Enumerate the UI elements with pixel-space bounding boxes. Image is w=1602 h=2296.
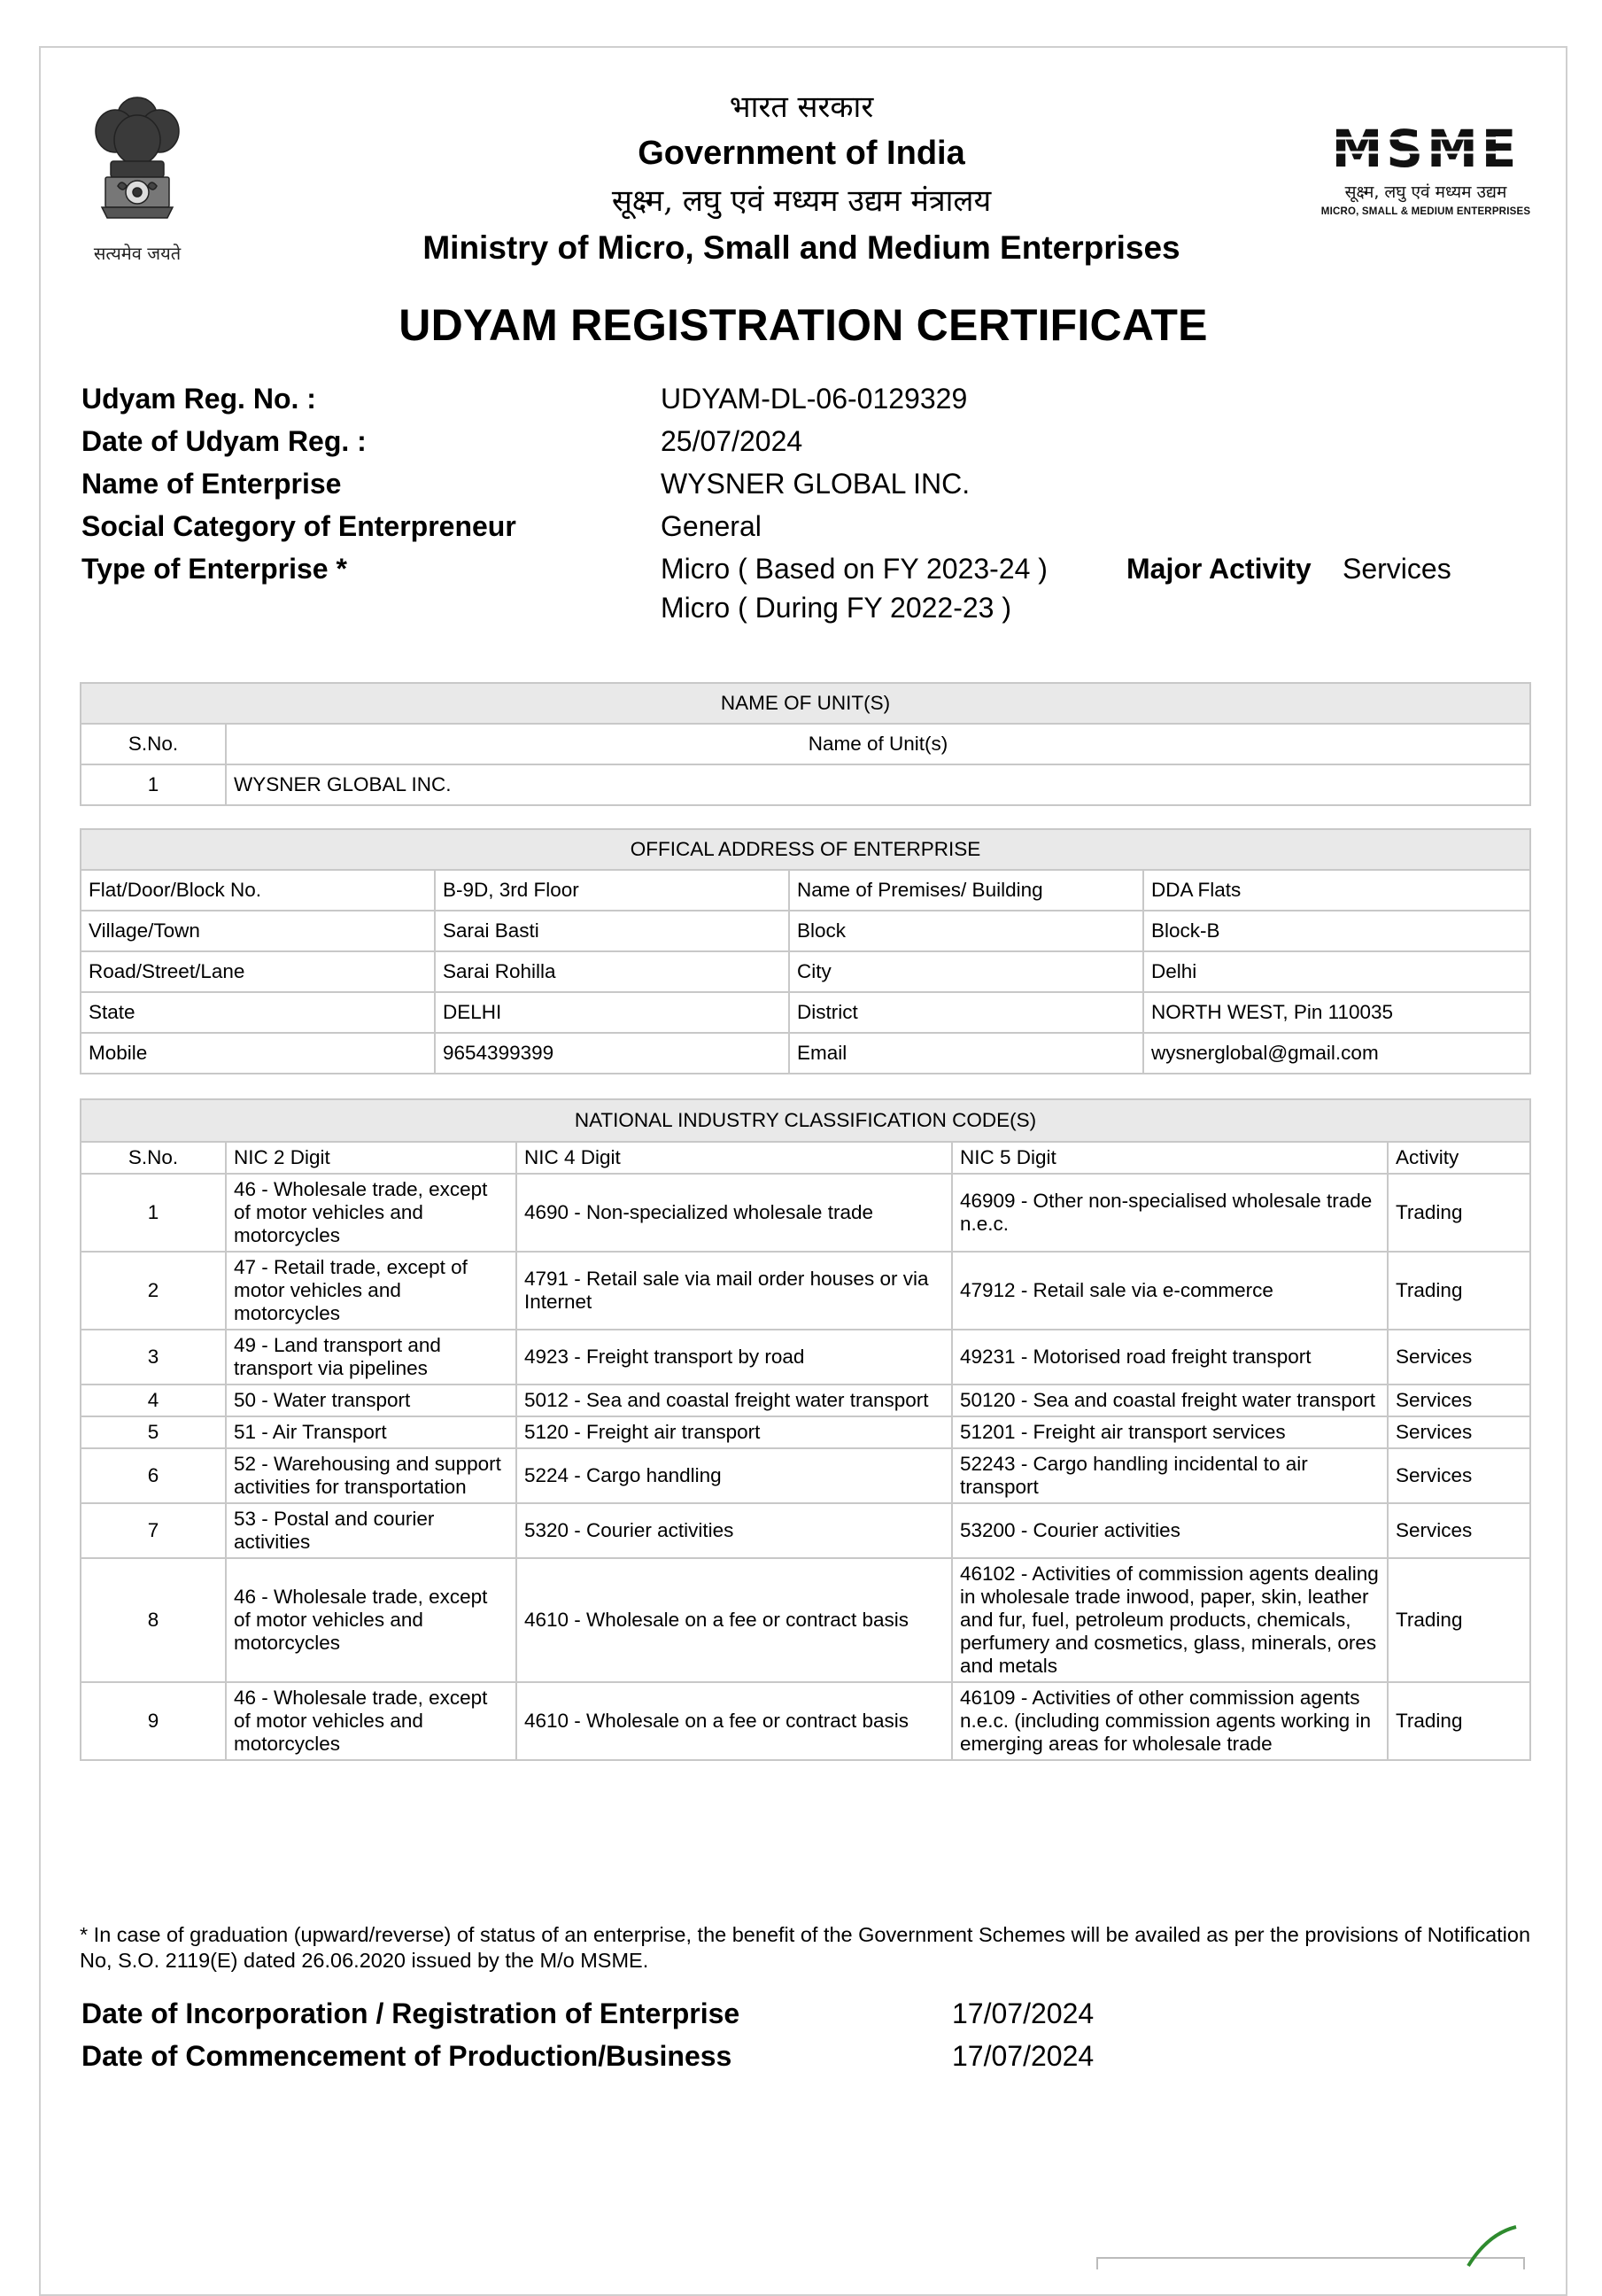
nic-cell: 4610 - Wholesale on a fee or contract basis: [516, 1682, 952, 1760]
address-table-title: OFFICAL ADDRESS OF ENTERPRISE: [81, 829, 1530, 870]
detail-row-reg-date: [81, 425, 1543, 468]
detail-row-type: [81, 553, 1543, 638]
table-row: [81, 1682, 1530, 1760]
address-cell: DDA Flats: [1143, 870, 1530, 911]
date-row-commencement: [81, 2040, 1543, 2083]
ministry-english: Ministry of Micro, Small and Medium Enterprises: [422, 229, 1180, 266]
table-row: [81, 1385, 1530, 1416]
certificate-title: UDYAM REGISTRATION CERTIFICATE: [399, 300, 1208, 350]
nic-table: [80, 1098, 1531, 1761]
msme-logo-hindi: सूक्ष्म, लघु एवं मध्यम उद्यम: [1344, 182, 1507, 202]
nic-cell: Trading: [1388, 1174, 1530, 1252]
enterprise-dates: [81, 1997, 1543, 2083]
address-cell: Village/Town: [81, 911, 435, 951]
nic-cell: 4923 - Freight transport by road: [516, 1330, 952, 1385]
msme-logo-mark: [1320, 124, 1532, 170]
national-emblem: [75, 89, 199, 266]
address-cell: State: [81, 992, 435, 1033]
nic-header-activity: Activity: [1388, 1142, 1530, 1174]
nic-cell: 8: [81, 1558, 226, 1682]
address-cell: B-9D, 3rd Floor: [435, 870, 789, 911]
nic-header-2digit: NIC 2 Digit: [226, 1142, 516, 1174]
table-row: [81, 764, 1530, 805]
enterprise-type-value-1: Micro ( Based on FY 2023-24 ): [661, 553, 1048, 585]
detail-row-reg-no: [81, 383, 1543, 425]
nic-table-title: NATIONAL INDUSTRY CLASSIFICATION CODE(S): [81, 1099, 1530, 1142]
nic-cell: 7: [81, 1503, 226, 1558]
table-row: [81, 1033, 1530, 1074]
nic-cell: 46 - Wholesale trade, except of motor vehicles and motorcycles: [226, 1682, 516, 1760]
table-row: [81, 1252, 1530, 1330]
social-category-value: General: [661, 510, 762, 542]
nic-cell: 52243 - Cargo handling incidental to air transport: [952, 1448, 1388, 1503]
date-row-incorporation: [81, 1997, 1543, 2040]
table-row: [81, 1503, 1530, 1558]
nic-cell: Services: [1388, 1416, 1530, 1448]
incorporation-date-value: 17/07/2024: [952, 1997, 1095, 2029]
nic-cell: 3: [81, 1330, 226, 1385]
nic-cell: 46102 - Activities of commission agents dealing in wholesale trade inwood, paper, skin, leather and fur, fuel, petroleum products, chemicals, perfumery and cosmetics, glass, minerals, ores and metals: [952, 1558, 1388, 1682]
nic-cell: 5120 - Freight air transport: [516, 1416, 952, 1448]
address-cell: Delhi: [1143, 951, 1530, 992]
incorporation-date-label: Date of Incorporation / Registration of Enterprise: [81, 1997, 740, 2029]
address-table: [80, 828, 1531, 1074]
units-header-sno: S.No.: [81, 724, 226, 764]
address-cell: Email: [789, 1033, 1143, 1074]
nic-cell: 49 - Land transport and transport via pipelines: [226, 1330, 516, 1385]
nic-cell: 5: [81, 1416, 226, 1448]
nic-cell: 46909 - Other non-specialised wholesale trade n.e.c.: [952, 1174, 1388, 1252]
nic-cell: 50 - Water transport: [226, 1385, 516, 1416]
ministry-hindi: सूक्ष्म, लघु एवं मध्यम उद्यम मंत्रालय: [611, 183, 992, 219]
nic-cell: 4791 - Retail sale via mail order houses or via Internet: [516, 1252, 952, 1330]
nic-cell: Services: [1388, 1503, 1530, 1558]
nic-cell: 2: [81, 1252, 226, 1330]
nic-cell: Services: [1388, 1330, 1530, 1385]
address-cell: Sarai Rohilla: [435, 951, 789, 992]
enterprise-type-value-2: Micro ( During FY 2022-23 ): [661, 592, 1011, 624]
nic-cell: 49231 - Motorised road freight transport: [952, 1330, 1388, 1385]
table-row: [81, 870, 1530, 911]
reg-date-value: 25/07/2024: [661, 425, 803, 457]
nic-cell: 5224 - Cargo handling: [516, 1448, 952, 1503]
nic-cell: 4: [81, 1385, 226, 1416]
graduation-footnote: * In case of graduation (upward/reverse) of status of an enterprise, the benefit of the Government Schemes will be availed as per the provisions of Notification No, S.O. 2119(E) dated 26.06.2020 issued by the M/o MSME.: [80, 1923, 1531, 1972]
detail-row-name: [81, 468, 1543, 510]
address-cell: Road/Street/Lane: [81, 951, 435, 992]
nic-cell: 9: [81, 1682, 226, 1760]
govt-hindi: भारत सरकार: [729, 89, 874, 125]
msme-logo-english: MICRO, SMALL & MEDIUM ENTERPRISES: [1320, 206, 1531, 217]
nic-header-sno: S.No.: [81, 1142, 226, 1174]
nic-cell: 4690 - Non-specialized wholesale trade: [516, 1174, 952, 1252]
emblem-motto: सत्यमेव जयते: [93, 243, 182, 264]
nic-cell: 53200 - Courier activities: [952, 1503, 1388, 1558]
nic-header-4digit: NIC 4 Digit: [516, 1142, 952, 1174]
nic-cell: 51 - Air Transport: [226, 1416, 516, 1448]
nic-cell: 47 - Retail trade, except of motor vehicles and motorcycles: [226, 1252, 516, 1330]
nic-cell: 46 - Wholesale trade, except of motor vehicles and motorcycles: [226, 1558, 516, 1682]
units-cell: WYSNER GLOBAL INC.: [226, 764, 1530, 805]
nic-cell: 5012 - Sea and coastal freight water transport: [516, 1385, 952, 1416]
nic-cell: 5320 - Courier activities: [516, 1503, 952, 1558]
units-cell: 1: [81, 764, 226, 805]
table-row: [81, 1174, 1530, 1252]
verified-check-icon: [1461, 2223, 1523, 2268]
nic-cell: 47912 - Retail sale via e-commerce: [952, 1252, 1388, 1330]
table-row: [81, 951, 1530, 992]
commencement-date-value: 17/07/2024: [952, 2040, 1095, 2072]
nic-cell: 50120 - Sea and coastal freight water transport: [952, 1385, 1388, 1416]
nic-cell: Trading: [1388, 1682, 1530, 1760]
msme-logo: [1320, 124, 1532, 230]
nic-cell: 52 - Warehousing and support activities for transportation: [226, 1448, 516, 1503]
address-cell: DELHI: [435, 992, 789, 1033]
nic-cell: 1: [81, 1174, 226, 1252]
commencement-date-label: Date of Commencement of Production/Business: [81, 2040, 732, 2072]
nic-cell: 51201 - Freight air transport services: [952, 1416, 1388, 1448]
major-activity-label: Major Activity: [1126, 553, 1312, 585]
reg-no-value: UDYAM-DL-06-0129329: [661, 383, 968, 415]
detail-row-social: [81, 510, 1543, 553]
msme-logo-text: MSME: [1331, 124, 1521, 170]
registration-details: [81, 383, 1543, 638]
units-table: [80, 682, 1531, 806]
nic-cell: Trading: [1388, 1558, 1530, 1682]
govt-english: Government of India: [638, 135, 965, 172]
address-cell: Block-B: [1143, 911, 1530, 951]
nic-cell: 4610 - Wholesale on a fee or contract basis: [516, 1558, 952, 1682]
table-row: [81, 1448, 1530, 1503]
enterprise-name-label: Name of Enterprise: [81, 468, 342, 500]
nic-cell: Trading: [1388, 1252, 1530, 1330]
units-table-title: NAME OF UNIT(S): [81, 683, 1530, 724]
enterprise-name-value: WYSNER GLOBAL INC.: [661, 468, 971, 500]
major-activity-value: Services: [1343, 553, 1451, 585]
address-cell: Block: [789, 911, 1143, 951]
ashoka-emblem-icon: [75, 89, 199, 239]
nic-cell: Services: [1388, 1448, 1530, 1503]
address-cell: Name of Premises/ Building: [789, 870, 1143, 911]
enterprise-type-label: Type of Enterprise *: [81, 553, 347, 585]
nic-cell: 53 - Postal and courier activities: [226, 1503, 516, 1558]
address-cell: Sarai Basti: [435, 911, 789, 951]
address-cell: City: [789, 951, 1143, 992]
address-cell: Flat/Door/Block No.: [81, 870, 435, 911]
units-header-name: Name of Unit(s): [226, 724, 1530, 764]
address-cell: District: [789, 992, 1143, 1033]
reg-date-label: Date of Udyam Reg. :: [81, 425, 367, 457]
table-row: [81, 992, 1530, 1033]
table-row: [81, 1416, 1530, 1448]
address-cell: Mobile: [81, 1033, 435, 1074]
reg-no-label: Udyam Reg. No. :: [81, 383, 316, 415]
address-cell: 9654399399: [435, 1033, 789, 1074]
nic-cell: 6: [81, 1448, 226, 1503]
nic-cell: 46109 - Activities of other commission agents n.e.c. (including commission agents working in emerging areas for wholesale trade: [952, 1682, 1388, 1760]
certificate-header: [266, 85, 1337, 271]
nic-cell: 46 - Wholesale trade, except of motor vehicles and motorcycles: [226, 1174, 516, 1252]
nic-header-5digit: NIC 5 Digit: [952, 1142, 1388, 1174]
table-row: [81, 1330, 1530, 1385]
address-cell: wysnerglobal@gmail.com: [1143, 1033, 1530, 1074]
address-cell: NORTH WEST, Pin 110035: [1143, 992, 1530, 1033]
nic-cell: Services: [1388, 1385, 1530, 1416]
social-category-label: Social Category of Enterpreneur: [81, 510, 516, 542]
table-row: [81, 911, 1530, 951]
table-row: [81, 1558, 1530, 1682]
